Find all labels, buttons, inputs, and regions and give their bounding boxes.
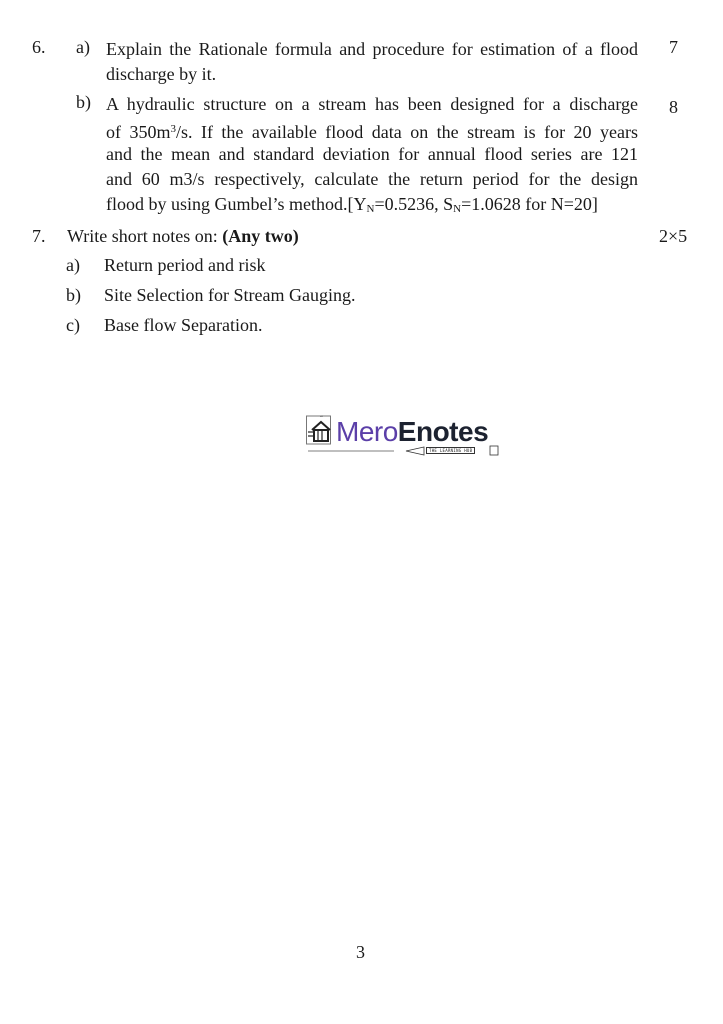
q6a-label: a) bbox=[76, 37, 90, 57]
q6b-line-1: A hydraulic structure on a stream has been designed for a discharge bbox=[106, 94, 638, 114]
q6a-marks: 7 bbox=[669, 37, 678, 57]
q7-item-c-text: Base flow Separation. bbox=[104, 315, 263, 335]
q7-heading: Write short notes on: (Any two) bbox=[67, 226, 299, 246]
q7-item-c-label: c) bbox=[66, 315, 80, 335]
q7-marks: 2×5 bbox=[659, 226, 688, 246]
q7-item-b-text: Site Selection for Stream Gauging. bbox=[104, 285, 356, 305]
q6b-line-3: and the mean and standard deviation for annual flood series are 121 bbox=[106, 144, 638, 164]
q6a-line-2: discharge by it. bbox=[106, 64, 217, 84]
q6a-line-1: Explain the Rationale formula and procedure for estimation of a flood bbox=[106, 39, 638, 59]
q7-item-a-label: a) bbox=[66, 255, 80, 275]
page-number: 3 bbox=[356, 942, 365, 962]
q7-item-a-text: Return period and risk bbox=[104, 255, 266, 275]
meroenotes-logo bbox=[306, 414, 500, 456]
q7-item-b-label: b) bbox=[66, 285, 81, 305]
logo-wordmark: MeroEnotes bbox=[336, 416, 489, 447]
question-number-6: 6. bbox=[32, 37, 46, 57]
q6b-label: b) bbox=[76, 92, 91, 112]
svg-text:“: “ bbox=[320, 415, 324, 422]
q6b-line-4: and 60 m3/s respectively, calculate the return period for the design bbox=[106, 169, 638, 189]
q6b-line-5: flood by using Gumbel’s $method.[Y_N=0.5236$, $S_N=1.0628$ for N=20] bbox=[106, 194, 598, 215]
question-number-7: 7. bbox=[32, 226, 46, 246]
q6b-marks: 8 bbox=[669, 97, 678, 117]
logo-tagline: THE LEARNING HUB bbox=[426, 447, 475, 454]
q6b-line-2: of $350m^3/s$. If the available flood data on the stream is for 20 years bbox=[106, 122, 638, 142]
